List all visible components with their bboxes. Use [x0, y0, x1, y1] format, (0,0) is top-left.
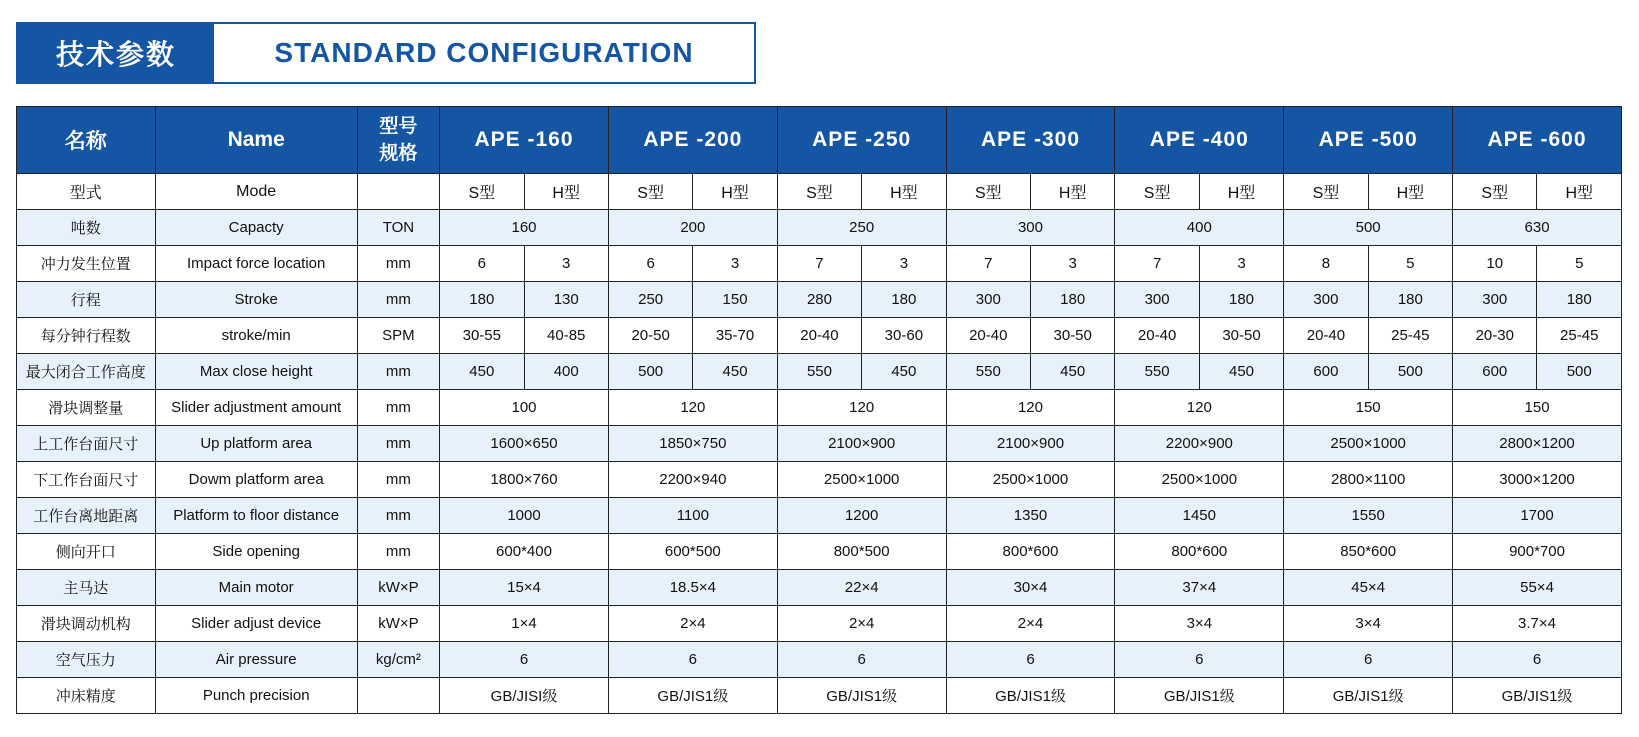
- value-cell: 1700: [1453, 498, 1622, 534]
- row-label-cn: 型式: [17, 174, 156, 210]
- table-row: [17, 498, 1622, 534]
- value-cell: 2×4: [777, 606, 946, 642]
- row-label-cn: 吨数: [17, 210, 156, 246]
- value-cell: 2100×900: [777, 426, 946, 462]
- value-cell: 280: [777, 282, 861, 318]
- value-cell: 6: [1284, 642, 1453, 678]
- value-cell: 550: [1115, 354, 1199, 390]
- value-cell: GB/JIS1级: [946, 678, 1115, 714]
- mode-h-cell: H型: [862, 174, 946, 210]
- value-cell: 500: [1284, 210, 1453, 246]
- value-cell: 20-40: [1115, 318, 1199, 354]
- row-label-name: Air pressure: [155, 642, 357, 678]
- mode-h-cell: H型: [524, 174, 608, 210]
- value-cell: 150: [693, 282, 777, 318]
- value-cell: 250: [608, 282, 692, 318]
- value-cell: 3: [693, 246, 777, 282]
- value-cell: 1600×650: [440, 426, 609, 462]
- value-cell: 1350: [946, 498, 1115, 534]
- value-cell: 18.5×4: [608, 570, 777, 606]
- row-label-name: Up platform area: [155, 426, 357, 462]
- mode-h-cell: H型: [1537, 174, 1622, 210]
- row-unit: [357, 174, 439, 210]
- value-cell: 6: [777, 642, 946, 678]
- value-cell: 3×4: [1115, 606, 1284, 642]
- row-label-name: Dowm platform area: [155, 462, 357, 498]
- value-cell: 1100: [608, 498, 777, 534]
- value-cell: 30-60: [862, 318, 946, 354]
- row-label-cn: 滑块调动机构: [17, 606, 156, 642]
- value-cell: 1200: [777, 498, 946, 534]
- value-cell: 100: [440, 390, 609, 426]
- value-cell: 3: [1199, 246, 1283, 282]
- value-cell: 7: [946, 246, 1030, 282]
- row-unit: kW×P: [357, 606, 439, 642]
- value-cell: 1800×760: [440, 462, 609, 498]
- value-cell: 20-40: [777, 318, 861, 354]
- value-cell: 2500×1000: [777, 462, 946, 498]
- table-row: [17, 210, 1622, 246]
- value-cell: GB/JIS1级: [777, 678, 946, 714]
- section-header: [16, 22, 756, 84]
- table-header-row: [17, 107, 1622, 174]
- mode-h-cell: H型: [1368, 174, 1452, 210]
- value-cell: 25-45: [1368, 318, 1452, 354]
- value-cell: 20-40: [1284, 318, 1368, 354]
- row-label-cn: 侧向开口: [17, 534, 156, 570]
- value-cell: 120: [946, 390, 1115, 426]
- value-cell: 55×4: [1453, 570, 1622, 606]
- value-cell: 180: [440, 282, 524, 318]
- header-spec-line2: 规格: [379, 143, 418, 164]
- value-cell: GB/JIS1级: [1115, 678, 1284, 714]
- table-row: [17, 570, 1622, 606]
- row-label-name: Platform to floor distance: [155, 498, 357, 534]
- model-header: APE -600: [1453, 107, 1622, 174]
- value-cell: 300: [1453, 282, 1537, 318]
- value-cell: 2500×1000: [1284, 426, 1453, 462]
- value-cell: 30-55: [440, 318, 524, 354]
- value-cell: 6: [946, 642, 1115, 678]
- section-title-cn: 技术参数: [18, 24, 214, 82]
- mode-h-cell: H型: [1030, 174, 1114, 210]
- value-cell: 120: [1115, 390, 1284, 426]
- value-cell: 300: [1284, 282, 1368, 318]
- value-cell: 500: [1537, 354, 1622, 390]
- value-cell: 1000: [440, 498, 609, 534]
- value-cell: GB/JIS1级: [1453, 678, 1622, 714]
- value-cell: 180: [1368, 282, 1452, 318]
- value-cell: 2500×1000: [946, 462, 1115, 498]
- value-cell: 5: [1368, 246, 1452, 282]
- value-cell: 5: [1537, 246, 1622, 282]
- row-unit: mm: [357, 534, 439, 570]
- header-spec-line1: 型号: [379, 116, 418, 137]
- row-label-cn: 行程: [17, 282, 156, 318]
- row-label-name: Slider adjust device: [155, 606, 357, 642]
- table-row: [17, 462, 1622, 498]
- value-cell: GB/JIS1级: [1284, 678, 1453, 714]
- value-cell: 120: [608, 390, 777, 426]
- value-cell: 2100×900: [946, 426, 1115, 462]
- value-cell: 6: [608, 642, 777, 678]
- model-header: APE -400: [1115, 107, 1284, 174]
- value-cell: 3: [1030, 246, 1114, 282]
- row-label-name: Impact force location: [155, 246, 357, 282]
- row-label-name: stroke/min: [155, 318, 357, 354]
- row-unit: SPM: [357, 318, 439, 354]
- table-row: [17, 426, 1622, 462]
- model-header: APE -250: [777, 107, 946, 174]
- row-label-cn: 冲力发生位置: [17, 246, 156, 282]
- value-cell: 800*500: [777, 534, 946, 570]
- table-row: [17, 246, 1622, 282]
- value-cell: 7: [777, 246, 861, 282]
- value-cell: 6: [608, 246, 692, 282]
- header-spec: [357, 107, 439, 174]
- value-cell: 500: [608, 354, 692, 390]
- value-cell: 30-50: [1199, 318, 1283, 354]
- header-cn: 名称: [17, 107, 156, 174]
- value-cell: 180: [862, 282, 946, 318]
- value-cell: 6: [1115, 642, 1284, 678]
- value-cell: 2200×900: [1115, 426, 1284, 462]
- table-row: [17, 282, 1622, 318]
- row-unit: mm: [357, 282, 439, 318]
- row-unit: mm: [357, 426, 439, 462]
- row-label-name: Slider adjustment amount: [155, 390, 357, 426]
- value-cell: 6: [440, 246, 524, 282]
- table-row: [17, 354, 1622, 390]
- value-cell: 180: [1537, 282, 1622, 318]
- value-cell: 7: [1115, 246, 1199, 282]
- row-unit: mm: [357, 498, 439, 534]
- value-cell: 30-50: [1030, 318, 1114, 354]
- value-cell: 150: [1284, 390, 1453, 426]
- row-unit: mm: [357, 354, 439, 390]
- mode-h-cell: H型: [693, 174, 777, 210]
- value-cell: 300: [946, 282, 1030, 318]
- value-cell: 130: [524, 282, 608, 318]
- row-unit: TON: [357, 210, 439, 246]
- value-cell: 900*700: [1453, 534, 1622, 570]
- value-cell: 3×4: [1284, 606, 1453, 642]
- spec-table: [16, 106, 1622, 714]
- table-row: [17, 606, 1622, 642]
- value-cell: 450: [693, 354, 777, 390]
- row-unit: mm: [357, 246, 439, 282]
- value-cell: 30×4: [946, 570, 1115, 606]
- value-cell: 160: [440, 210, 609, 246]
- value-cell: 2800×1200: [1453, 426, 1622, 462]
- value-cell: 300: [946, 210, 1115, 246]
- row-label-cn: 上工作台面尺寸: [17, 426, 156, 462]
- value-cell: 630: [1453, 210, 1622, 246]
- value-cell: 800*600: [946, 534, 1115, 570]
- table-row: [17, 318, 1622, 354]
- value-cell: 600*500: [608, 534, 777, 570]
- value-cell: 3: [862, 246, 946, 282]
- row-label-cn: 冲床精度: [17, 678, 156, 714]
- value-cell: 180: [1030, 282, 1114, 318]
- value-cell: 20-40: [946, 318, 1030, 354]
- table-row: [17, 678, 1622, 714]
- row-unit: kg/cm²: [357, 642, 439, 678]
- mode-s-cell: S型: [1453, 174, 1537, 210]
- row-label-name: Max close height: [155, 354, 357, 390]
- value-cell: 2×4: [608, 606, 777, 642]
- mode-h-cell: H型: [1199, 174, 1283, 210]
- value-cell: 550: [777, 354, 861, 390]
- header-name: Name: [155, 107, 357, 174]
- value-cell: 20-30: [1453, 318, 1537, 354]
- value-cell: 500: [1368, 354, 1452, 390]
- row-label-cn: 工作台离地距离: [17, 498, 156, 534]
- value-cell: 450: [1199, 354, 1283, 390]
- value-cell: 10: [1453, 246, 1537, 282]
- value-cell: 800*600: [1115, 534, 1284, 570]
- value-cell: 180: [1199, 282, 1283, 318]
- value-cell: 35-70: [693, 318, 777, 354]
- mode-s-cell: S型: [608, 174, 692, 210]
- row-label-name: Mode: [155, 174, 357, 210]
- value-cell: 6: [1453, 642, 1622, 678]
- value-cell: 150: [1453, 390, 1622, 426]
- value-cell: 40-85: [524, 318, 608, 354]
- value-cell: 3000×1200: [1453, 462, 1622, 498]
- value-cell: 3.7×4: [1453, 606, 1622, 642]
- row-unit: [357, 678, 439, 714]
- row-label-name: Stroke: [155, 282, 357, 318]
- value-cell: 550: [946, 354, 1030, 390]
- value-cell: GB/JISI级: [440, 678, 609, 714]
- model-header: APE -300: [946, 107, 1115, 174]
- row-label-cn: 下工作台面尺寸: [17, 462, 156, 498]
- value-cell: 45×4: [1284, 570, 1453, 606]
- table-row: [17, 534, 1622, 570]
- row-label-name: Side opening: [155, 534, 357, 570]
- value-cell: 6: [440, 642, 609, 678]
- value-cell: GB/JIS1级: [608, 678, 777, 714]
- mode-s-cell: S型: [1284, 174, 1368, 210]
- row-unit: mm: [357, 462, 439, 498]
- model-header: APE -500: [1284, 107, 1453, 174]
- row-unit: mm: [357, 390, 439, 426]
- value-cell: 15×4: [440, 570, 609, 606]
- mode-s-cell: S型: [777, 174, 861, 210]
- value-cell: 450: [440, 354, 524, 390]
- table-row: [17, 642, 1622, 678]
- row-label-name: Capacty: [155, 210, 357, 246]
- table-body: [17, 174, 1622, 714]
- value-cell: 2×4: [946, 606, 1115, 642]
- value-cell: 2800×1100: [1284, 462, 1453, 498]
- value-cell: 2500×1000: [1115, 462, 1284, 498]
- value-cell: 8: [1284, 246, 1368, 282]
- section-title-en: STANDARD CONFIGURATION: [214, 24, 754, 82]
- row-label-name: Punch precision: [155, 678, 357, 714]
- value-cell: 300: [1115, 282, 1199, 318]
- value-cell: 2200×940: [608, 462, 777, 498]
- value-cell: 400: [1115, 210, 1284, 246]
- value-cell: 20-50: [608, 318, 692, 354]
- value-cell: 120: [777, 390, 946, 426]
- row-unit: kW×P: [357, 570, 439, 606]
- table-row: [17, 390, 1622, 426]
- value-cell: 600: [1284, 354, 1368, 390]
- row-label-cn: 每分钟行程数: [17, 318, 156, 354]
- mode-s-cell: S型: [1115, 174, 1199, 210]
- mode-s-cell: S型: [440, 174, 524, 210]
- value-cell: 450: [1030, 354, 1114, 390]
- row-label-cn: 空气压力: [17, 642, 156, 678]
- row-label-name: Main motor: [155, 570, 357, 606]
- value-cell: 1450: [1115, 498, 1284, 534]
- model-header: APE -160: [440, 107, 609, 174]
- row-label-cn: 滑块调整量: [17, 390, 156, 426]
- value-cell: 1×4: [440, 606, 609, 642]
- value-cell: 200: [608, 210, 777, 246]
- row-label-cn: 最大闭合工作高度: [17, 354, 156, 390]
- value-cell: 1550: [1284, 498, 1453, 534]
- model-header: APE -200: [608, 107, 777, 174]
- value-cell: 600*400: [440, 534, 609, 570]
- value-cell: 250: [777, 210, 946, 246]
- value-cell: 22×4: [777, 570, 946, 606]
- row-label-cn: 主马达: [17, 570, 156, 606]
- value-cell: 25-45: [1537, 318, 1622, 354]
- table-row-mode: [17, 174, 1622, 210]
- value-cell: 3: [524, 246, 608, 282]
- value-cell: 850*600: [1284, 534, 1453, 570]
- value-cell: 1850×750: [608, 426, 777, 462]
- mode-s-cell: S型: [946, 174, 1030, 210]
- value-cell: 37×4: [1115, 570, 1284, 606]
- value-cell: 400: [524, 354, 608, 390]
- value-cell: 450: [862, 354, 946, 390]
- value-cell: 600: [1453, 354, 1537, 390]
